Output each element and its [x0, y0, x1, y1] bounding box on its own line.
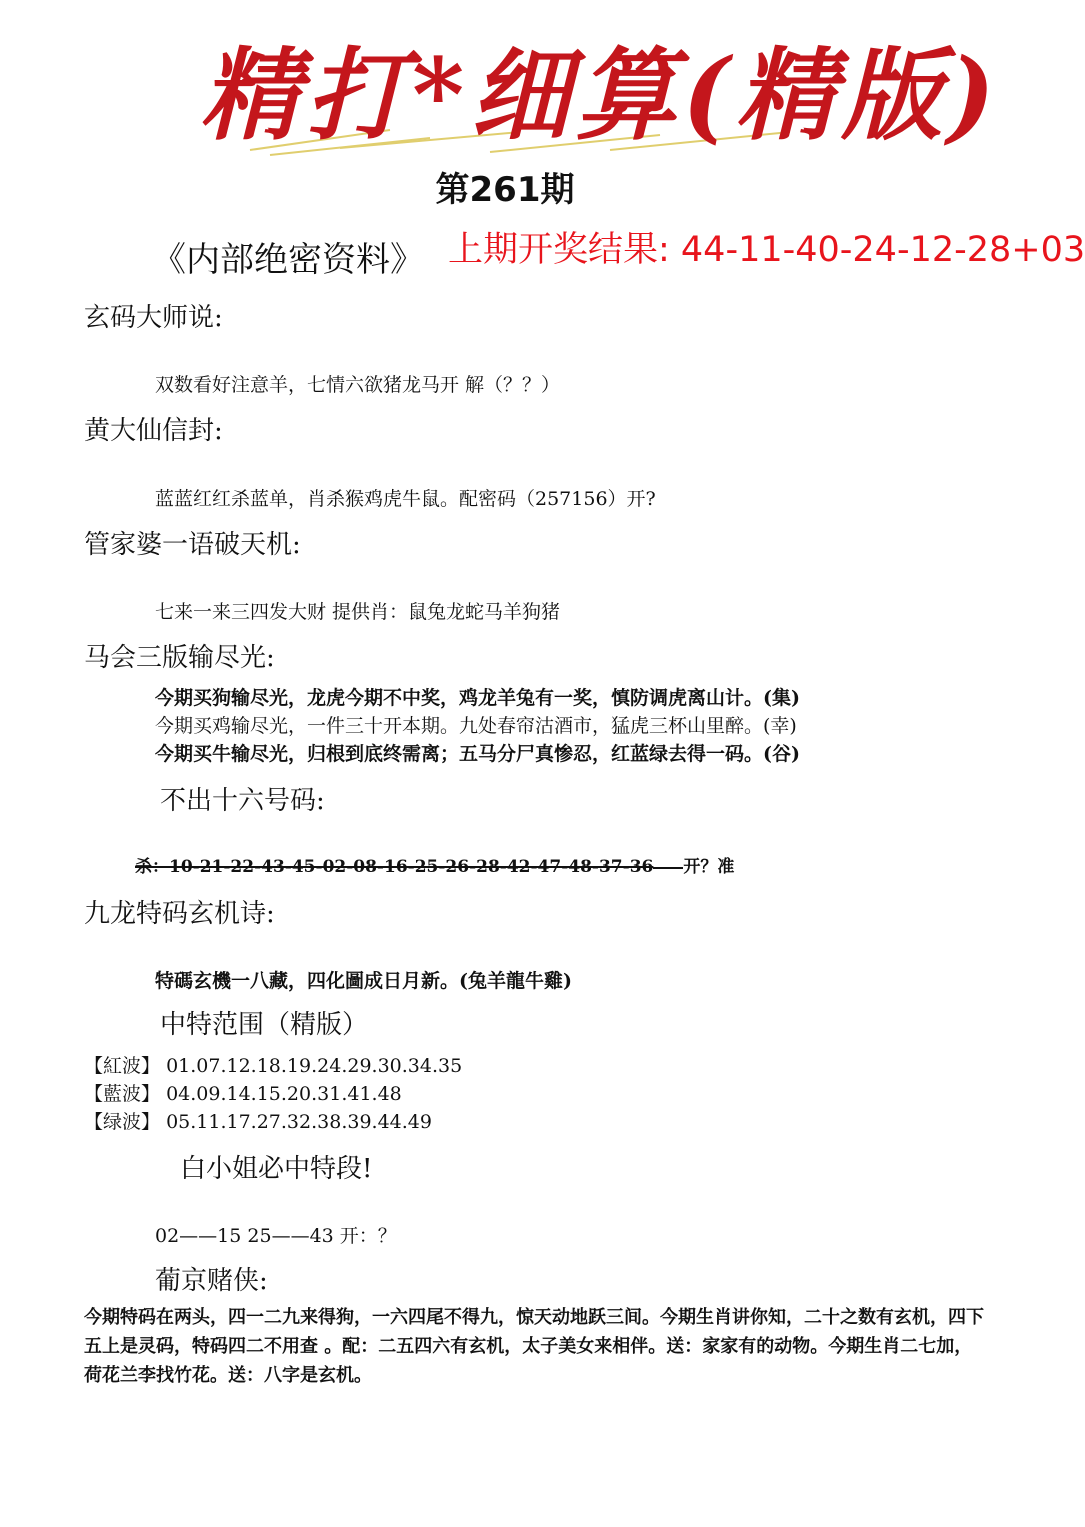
mahui-title: 马会三版输尽光: — [84, 643, 275, 673]
pujing-paragraph: 今期特码在两头，四一二九来得狗，一六四尾不得九，惊天动地跃三间。今期生肖讲你知，二十之数有玄机，四下五上是灵码，特码四二不用查 。配：二五四六有玄机，太子美女来相伴。送：家家有的动物。今期生肖二七加，荷花兰李找竹花。送：八字是玄机。 — [84, 1307, 984, 1386]
wave-numbers: 04.09.14.15.20.31.41.48 — [166, 1083, 402, 1105]
pujing-title: 葡京赌侠: — [155, 1266, 268, 1296]
wave-label: 【紅波】 — [84, 1055, 161, 1077]
xuanma-title: 玄码大师说: — [84, 303, 223, 333]
wave-numbers: 01.07.12.18.19.24.29.30.34.35 — [166, 1055, 463, 1077]
jiulong-title: 九龙特码玄机诗: — [84, 899, 275, 929]
wave-green — [84, 1107, 432, 1134]
bai-title: 白小姐必中特段! — [180, 1154, 373, 1184]
guanjiapo-text: 七来一来三四发大财 提供肖：鼠兔龙蛇马羊狗猪 — [155, 601, 561, 623]
issue-number: 第261期 — [435, 170, 575, 210]
mahui-line: 今期买牛输尽光，归根到底终需离；五马分尸真惨忍，红蓝绿去得一码。(谷) — [155, 743, 800, 765]
mahui-line: 今期买鸡输尽光，一件三十开本期。九处春帘沽酒市，猛虎三杯山里醉。(幸) — [155, 715, 797, 737]
bai-text: 02——15 25——43 开：？ — [155, 1225, 397, 1247]
jiulong-text: 特碼玄機一八藏，四化圖成日月新。(兔羊龍牛雞) — [155, 970, 572, 992]
kill-numbers: 杀：10-21-22-43-45-02-08-16-25-26-28-42-47-48-37-36 — [135, 857, 654, 877]
logo-title — [190, 20, 1001, 160]
kill-suffix: 开？准 — [683, 857, 735, 877]
buchu-title: 不出十六号码: — [160, 786, 325, 816]
logo-text: 精打*细算(精版) — [200, 36, 1001, 154]
wave-label: 【藍波】 — [84, 1083, 161, 1105]
huangdaxian-title: 黄大仙信封: — [84, 416, 223, 446]
mahui-line: 今期买狗输尽光，龙虎今期不中奖，鸡龙羊兔有一奖，慎防调虎离山计。(集) — [155, 687, 800, 709]
wave-label: 【绿波】 — [84, 1111, 161, 1133]
secret-title: 《内部绝密资料》 — [152, 240, 424, 280]
buchu-row — [135, 852, 734, 877]
last-result: 上期开奖结果: 44-11-40-24-12-28+03 — [448, 230, 1085, 270]
guanjiapo-title: 管家婆一语破天机: — [84, 530, 301, 560]
wave-red — [84, 1051, 462, 1078]
zhongte-title: 中特范围（精版） — [160, 1010, 369, 1040]
wave-numbers: 05.11.17.27.32.38.39.44.49 — [166, 1111, 432, 1133]
huangdaxian-text: 蓝蓝红红杀蓝单，肖杀猴鸡虎牛鼠。配密码（257156）开? — [155, 488, 656, 510]
wave-blue — [84, 1079, 402, 1106]
xuanma-text: 双数看好注意羊，七情六欲猪龙马开 解（？？） — [155, 374, 561, 396]
